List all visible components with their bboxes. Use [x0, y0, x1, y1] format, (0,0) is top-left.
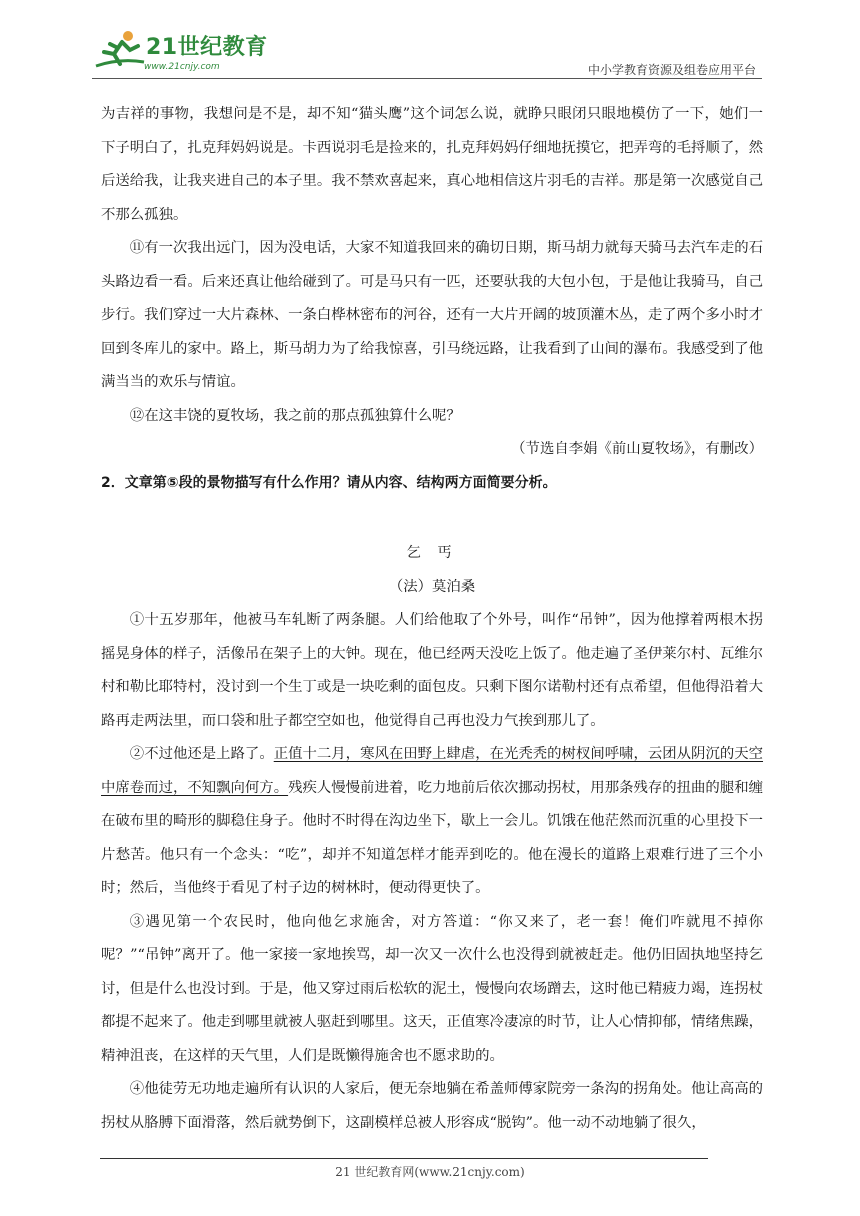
footer-divider: [100, 1158, 708, 1159]
logo: [92, 28, 268, 80]
paragraph-2-lead: ②不过他还是上路了。: [129, 746, 274, 762]
logo-url: www.21cnjy.com: [144, 62, 220, 72]
question-2: 2．文章第⑤段的景物描写有什么作用？请从内容、结构两方面简要分析。: [101, 474, 557, 491]
logo-text: 21世纪教育: [146, 35, 268, 60]
paragraph-11: ⑪有一次我出远门，因为没电话，大家不知道我回来的确切日期，斯马胡力就每天骑马去汽车走的石头路边看一看。后来还真让他给碰到了。可是马只有一匹，还要驮我的大包小包，于是他让我骑马，自己步行。我们穿过一大片森林、一条白桦林密布的河谷，还有一大片开阔的坡顶灌木丛，走了两个多小时才回到冬库儿的家中。路上，斯马胡力为了给我惊喜，引马绕远路，让我看到了山间的瀑布。我感受到了他满当当的欢乐与情谊。: [101, 240, 763, 390]
source-note: （节选自李娟《前山夏牧场》，有删改）: [511, 441, 763, 457]
paragraph-2-rest: 残疾人慢慢前进着，吃力地前后依次挪动拐杖，用那条残存的扭曲的腿和缠在破布里的畸形的脚稳住身子。他时不时得在沟边坐下，歇上一会儿。饥饿在他茫然而沉重的心里投下一片愁苦。他只有一个念头：“吃”，却并不知道怎样才能弄到吃的。他在漫长的道路上艰难行进了三个小时；然后，当他终于看见了村子边的树林时，便动得更快了。: [101, 779, 763, 896]
page-header: [0, 0, 860, 80]
article-paragraph-1: ①十五岁那年，他被马车轧断了两条腿。人们给他取了个外号，叫作“吊钟”，因为他撑着两根木拐摇晃身体的样子，活像吊在架子上的大钟。现在，他已经两天没吃上饭了。他走遍了圣伊莱尔村、瓦维尔村和勒比耶特村，没讨到一个生丁或是一块吃剩的面包皮。只剩下图尔诺勒村还有点希望，但他得沿着大路再走两法里，而口袋和肚子都空空如也，他觉得自己再也没力气挨到那儿了。: [101, 612, 763, 729]
document-body: [101, 98, 763, 1140]
article-paragraph-2: [101, 738, 763, 906]
platform-name: 中小学教育资源及组卷应用平台: [587, 63, 756, 77]
runner-logo-icon: [92, 28, 148, 76]
underlined-sentence: 正值十二月，寒风在田野上肆虐，在光秃秃的树杈间呼啸，云团从阴沉的天空中席卷而过，不知飘向何方。: [101, 746, 764, 796]
paragraph-12: ⑫在这丰饶的夏牧场，我之前的那点孤独算什么呢？: [129, 407, 461, 424]
paragraph-continued: 为吉祥的事物，我想问是不是，却不知“猫头鹰”这个词怎么说，就睁只眼闭只眼地模仿了一下，她们一下子明白了，扎克拜妈妈说是。卡西说羽毛是捡来的，扎克拜妈妈仔细地抚摸它，把弄弯的毛捋顺了，然后送给我，让我夹进自己的本子里。我不禁欢喜起来，真心地相信这片羽毛的吉祥。那是第一次感觉自己不那么孤独。: [101, 106, 763, 223]
article-paragraph-4: ④他徒劳无功地走遍所有认识的人家后，便无奈地躺在希盖师傅家院旁一条沟的拐角处。他让高高的拐杖从胳膊下面滑落，然后就势倒下，这副模样总被人形容成“脱钩”。他一动不动地躺了很久，: [101, 1081, 763, 1131]
header-divider: [92, 78, 762, 79]
page-footer: 21 世纪教育网(www.21cnjy.com): [335, 1165, 525, 1179]
article-paragraph-3: ③遇见第一个农民时，他向他乞求施舍，对方答道：“你又来了，老一套！俺们咋就甩不掉你呢？”“吊钟”离开了。他一家接一家地挨骂，却一次又一次什么也没得到就被赶走。他仍旧固执地坚持乞讨，但是什么也没讨到。于是，他又穿过雨后松软的泥土，慢慢向农场蹭去，这时他已精疲力竭，连拐杖都提不起来了。他走到哪里就被人驱赶到哪里。这天，正值寒冷凄凉的时节，让人心情抑郁，情绪焦躁，精神沮丧，在这样的天气里，人们是既懒得施舍也不愿求助的。: [101, 913, 763, 1064]
article-title: 乞 丐: [406, 545, 458, 561]
article-author: （法）莫泊桑: [388, 578, 476, 595]
spacer: [101, 500, 763, 537]
